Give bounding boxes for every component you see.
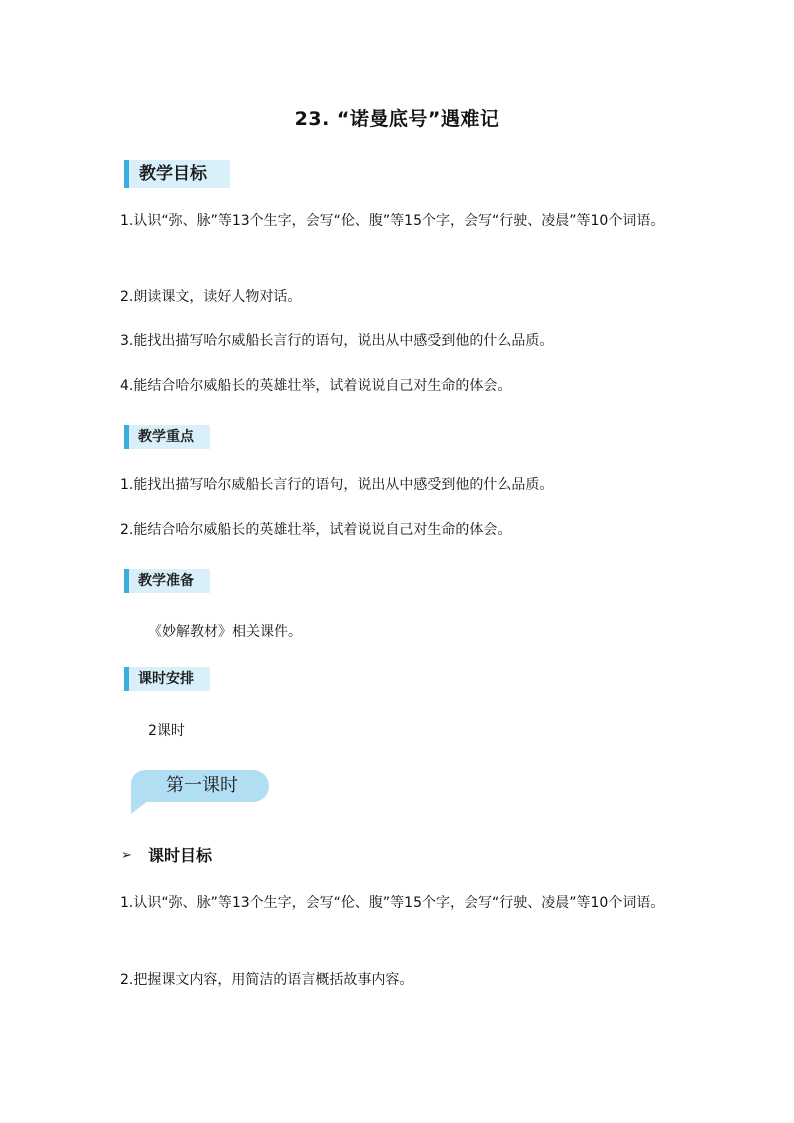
- preparation-text: 《妙解教材》相关课件。: [148, 624, 302, 640]
- arrow-bullet-icon: ➢: [121, 848, 132, 863]
- bubble-tail: [131, 800, 149, 814]
- item-number: 1.: [120, 895, 134, 911]
- item-text: 能找出描写哈尔威船长言行的语句，说出从中感受到他的什么品质。: [133, 333, 554, 349]
- list-item: [120, 371, 693, 401]
- list-item: [120, 965, 693, 995]
- lesson-one-bubble: [131, 770, 276, 816]
- item-number: 1.: [120, 477, 134, 493]
- item-number: 3.: [120, 333, 134, 349]
- lesson-one-label: 第一课时: [131, 770, 269, 802]
- section-label-schedule: 课时安排: [124, 667, 210, 691]
- page-title: 23. “诺曼底号”遇难记: [294, 108, 500, 130]
- item-text: 能结合哈尔威船长的英雄壮举，试着说说自己对生命的体会。: [133, 378, 512, 394]
- list-item: [120, 326, 693, 356]
- section-label-key-points: 教学重点: [124, 425, 210, 449]
- item-text: 能结合哈尔威船长的英雄壮举，试着说说自己对生命的体会。: [133, 522, 512, 538]
- item-text: 朗读课文，读好人物对话。: [133, 289, 302, 305]
- section-label-teaching-goals: 教学目标: [124, 160, 230, 188]
- schedule-text: 2课时: [148, 723, 185, 739]
- item-text: 把握课文内容，用简洁的语言概括故事内容。: [133, 972, 414, 988]
- item-text: 认识“弥、脉”等13个生字，会写“伦、腹”等15个字，会写“行驶、凌晨”等10个词语。: [133, 213, 665, 229]
- list-item: [120, 206, 693, 236]
- list-item: [120, 470, 693, 500]
- item-number: 2.: [120, 522, 134, 538]
- item-text: 认识“弥、脉”等13个生字，会写“伦、腹”等15个字，会写“行驶、凌晨”等10个词语。: [133, 895, 665, 911]
- item-number: 4.: [120, 378, 134, 394]
- lesson-goals-heading: 课时目标: [148, 846, 213, 865]
- list-item: [120, 282, 693, 312]
- item-text: 能找出描写哈尔威船长言行的语句，说出从中感受到他的什么品质。: [133, 477, 554, 493]
- item-number: 1.: [120, 213, 134, 229]
- list-item: [120, 888, 693, 918]
- section-label-preparation: 教学准备: [124, 569, 210, 593]
- item-number: 2.: [120, 972, 134, 988]
- item-number: 2.: [120, 289, 134, 305]
- list-item: [120, 515, 693, 545]
